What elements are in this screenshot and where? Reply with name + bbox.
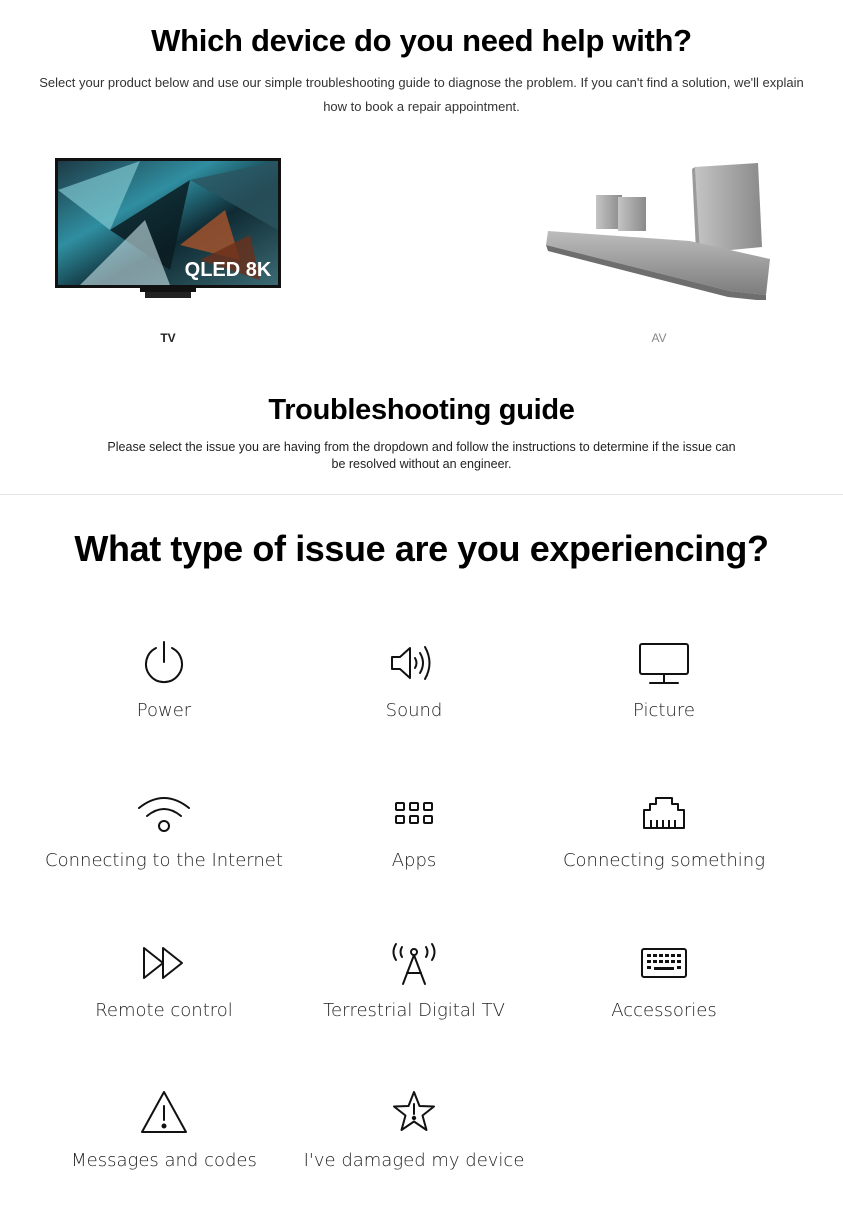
device-tv-label: TV — [160, 331, 176, 345]
issue-power[interactable] — [44, 638, 284, 722]
issue-label: Sound — [385, 700, 443, 721]
issue-label: I've damaged my device — [303, 1150, 525, 1171]
device-tv[interactable] — [50, 150, 286, 345]
issues-title: What type of issue are you experiencing? — [74, 528, 769, 569]
wifi-icon — [136, 788, 192, 838]
issue-sound[interactable] — [294, 638, 534, 722]
section-divider — [0, 494, 843, 495]
issue-damaged-device[interactable] — [294, 1088, 534, 1172]
issue-picture[interactable] — [544, 638, 784, 722]
apps-grid-icon — [386, 788, 442, 838]
issue-terrestrial-tv[interactable] — [294, 938, 534, 1022]
soundbar-image — [540, 155, 778, 300]
fast-forward-icon — [136, 938, 192, 988]
issue-label: Picture — [633, 700, 695, 721]
issue-remote-control[interactable] — [44, 938, 284, 1022]
tv-image-text: QLED 8K — [184, 259, 272, 281]
issue-connecting-something[interactable] — [544, 788, 784, 872]
warning-icon — [136, 1088, 192, 1138]
issue-label: Terrestrial Digital TV — [323, 1000, 505, 1021]
issue-label: Remote control — [95, 1000, 233, 1021]
speaker-icon — [386, 638, 442, 688]
power-icon — [136, 638, 192, 688]
guide-title: Troubleshooting guide — [268, 394, 575, 426]
issue-messages-codes[interactable] — [44, 1088, 284, 1172]
issue-label: Connecting something — [562, 850, 766, 871]
issue-label: Accessories — [611, 1000, 717, 1021]
star-alert-icon — [386, 1088, 442, 1138]
device-av[interactable] — [540, 155, 778, 345]
page-title: Which device do you need help with? — [151, 23, 692, 58]
issue-label: Messages and codes — [71, 1150, 257, 1171]
issue-internet[interactable] — [44, 788, 284, 872]
ethernet-port-icon — [636, 788, 692, 838]
guide-description: Please select the issue you are having from the dropdown and follow the instructions to determine if the issue can be resolved without an engineer. — [107, 440, 736, 471]
issue-label: Power — [136, 700, 192, 721]
issue-label: Apps — [391, 850, 437, 871]
issue-apps[interactable] — [294, 788, 534, 872]
issue-label: Connecting to the Internet — [45, 850, 283, 871]
tv-image — [50, 150, 286, 300]
keyboard-icon — [636, 938, 692, 988]
intro-text: Select your product below and use our simple troubleshooting guide to diagnose the problem. If you can't find a solution, we'll explain how to book a repair appointment. — [39, 75, 804, 114]
device-av-label: AV — [651, 331, 667, 345]
monitor-icon — [636, 638, 692, 688]
issue-accessories[interactable] — [544, 938, 784, 1022]
antenna-icon — [386, 938, 442, 988]
